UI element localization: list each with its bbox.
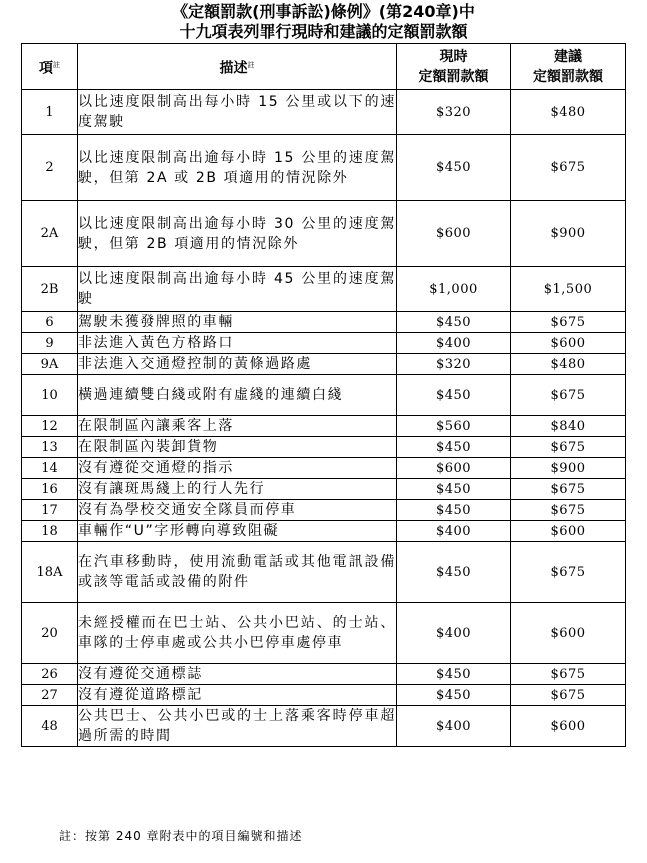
proposed-fine-cell: $675 [511,500,626,521]
description-cell: 在限制區內裝卸貨物 [78,437,397,458]
current-fine-cell: $450 [397,479,511,500]
proposed-fine-cell: $675 [511,135,626,201]
current-fine-cell: $320 [397,354,511,375]
proposed-fine-cell: $675 [511,664,626,685]
page-subtitle: 十九項表列罪行現時和建議的定額罰款額 [179,22,468,41]
item-number-cell: 27 [22,685,78,706]
description-cell: 非法進入黃色方格路口 [78,333,397,354]
table-row [22,664,626,685]
current-fine-cell: $450 [397,542,511,603]
item-number-cell: 2B [22,267,78,312]
current-fine-cell: $600 [397,458,511,479]
header-current-fine [397,44,511,90]
table-row [22,201,626,267]
description-cell: 以比速度限制高出逾每小時 45 公里的速度駕駛 [78,267,397,312]
table-row [22,375,626,416]
item-number-cell: 14 [22,458,78,479]
current-fine-cell: $400 [397,603,511,664]
description-cell: 沒有遵從道路標記 [78,685,397,706]
header-description [78,44,397,90]
current-fine-cell: $450 [397,685,511,706]
proposed-fine-cell: $900 [511,201,626,267]
proposed-fine-cell: $600 [511,706,626,747]
proposed-fine-cell: $675 [511,375,626,416]
proposed-fine-cell: $675 [511,479,626,500]
table-row [22,416,626,437]
description-cell: 以比速度限制高出逾每小時 15 公里的速度駕駛，但第 2A 或 2B 項適用的情況除外 [78,135,397,201]
header-row [22,44,626,90]
table-row [22,267,626,312]
header-current-line2: 定額罰款額 [418,68,489,85]
proposed-fine-cell: $600 [511,333,626,354]
table-row [22,312,626,333]
proposed-fine-cell: $675 [511,437,626,458]
header-proposed-line1: 建議 [554,48,582,65]
current-fine-cell: $560 [397,416,511,437]
item-number-cell: 10 [22,375,78,416]
proposed-fine-cell: $675 [511,685,626,706]
proposed-fine-cell: $480 [511,90,626,135]
item-number-cell: 16 [22,479,78,500]
proposed-fine-cell: $675 [511,312,626,333]
header-proposed-fine [511,44,626,90]
description-cell: 沒有遵從交通燈的指示 [78,458,397,479]
current-fine-cell: $400 [397,521,511,542]
current-fine-cell: $450 [397,664,511,685]
description-cell: 公共巴士、公共小巴或的士上落乘客時停車超過所需的時間 [78,706,397,747]
item-number-cell: 6 [22,312,78,333]
current-fine-cell: $450 [397,135,511,201]
table-row [22,685,626,706]
page-title: 《定額罰款(刑事訴訟)條例》(第240章)中 [172,2,475,21]
description-cell: 駕駛未獲發牌照的車輛 [78,312,397,333]
item-number-cell: 2A [22,201,78,267]
item-number-cell: 13 [22,437,78,458]
header-item [22,44,78,90]
description-cell: 以比速度限制高出逾每小時 30 公里的速度駕駛，但第 2B 項適用的情況除外 [78,201,397,267]
description-cell: 在汽車移動時，使用流動電話或其他電訊設備或該等電話或設備的附件 [78,542,397,603]
header-description-label: 描述 [219,60,248,77]
item-number-cell: 26 [22,664,78,685]
item-number-cell: 20 [22,603,78,664]
table-row [22,90,626,135]
header-description-note-mark: 註 [247,60,255,69]
item-number-cell: 2 [22,135,78,201]
description-cell: 橫過連續雙白綫或附有虛綫的連續白綫 [78,375,397,416]
current-fine-cell: $320 [397,90,511,135]
table-row [22,479,626,500]
current-fine-cell: $450 [397,500,511,521]
table-row [22,458,626,479]
description-cell: 沒有讓斑馬綫上的行人先行 [78,479,397,500]
table-row [22,542,626,603]
current-fine-cell: $400 [397,706,511,747]
description-cell: 沒有為學校交通安全隊員而停車 [78,500,397,521]
item-number-cell: 17 [22,500,78,521]
proposed-fine-cell: $480 [511,354,626,375]
current-fine-cell: $600 [397,201,511,267]
table-row [22,521,626,542]
header-item-note-mark: 註 [53,60,60,69]
proposed-fine-cell: $675 [511,542,626,603]
proposed-fine-cell: $840 [511,416,626,437]
table-row [22,437,626,458]
table-row [22,333,626,354]
footnote: 註：按第 240 章附表中的項目編號和描述 [59,829,303,843]
header-proposed-line2: 定額罰款額 [533,68,603,85]
description-cell: 沒有遵從交通標誌 [78,664,397,685]
table-row [22,135,626,201]
item-number-cell: 9A [22,354,78,375]
item-number-cell: 48 [22,706,78,747]
header-item-label: 項 [39,60,53,77]
table-row [22,603,626,664]
fines-table [21,43,626,747]
description-cell: 未經授權而在巴士站、公共小巴站、的士站、車隊的士停車處或公共小巴停車處停車 [78,603,397,664]
proposed-fine-cell: $900 [511,458,626,479]
description-cell: 在限制區內讓乘客上落 [78,416,397,437]
table-row [22,706,626,747]
current-fine-cell: $450 [397,375,511,416]
proposed-fine-cell: $600 [511,521,626,542]
current-fine-cell: $400 [397,333,511,354]
item-number-cell: 18 [22,521,78,542]
table-row [22,500,626,521]
description-cell: 以比速度限制高出每小時 15 公里或以下的速度駕駛 [78,90,397,135]
item-number-cell: 9 [22,333,78,354]
current-fine-cell: $450 [397,312,511,333]
item-number-cell: 1 [22,90,78,135]
header-current-line1: 現時 [439,48,468,65]
item-number-cell: 18A [22,542,78,603]
item-number-cell: 12 [22,416,78,437]
current-fine-cell: $450 [397,437,511,458]
table-row [22,354,626,375]
proposed-fine-cell: $1,500 [511,267,626,312]
description-cell: 車輛作“U”字形轉向導致阻礙 [78,521,397,542]
current-fine-cell: $1,000 [397,267,511,312]
description-cell: 非法進入交通燈控制的黃條過路處 [78,354,397,375]
proposed-fine-cell: $600 [511,603,626,664]
